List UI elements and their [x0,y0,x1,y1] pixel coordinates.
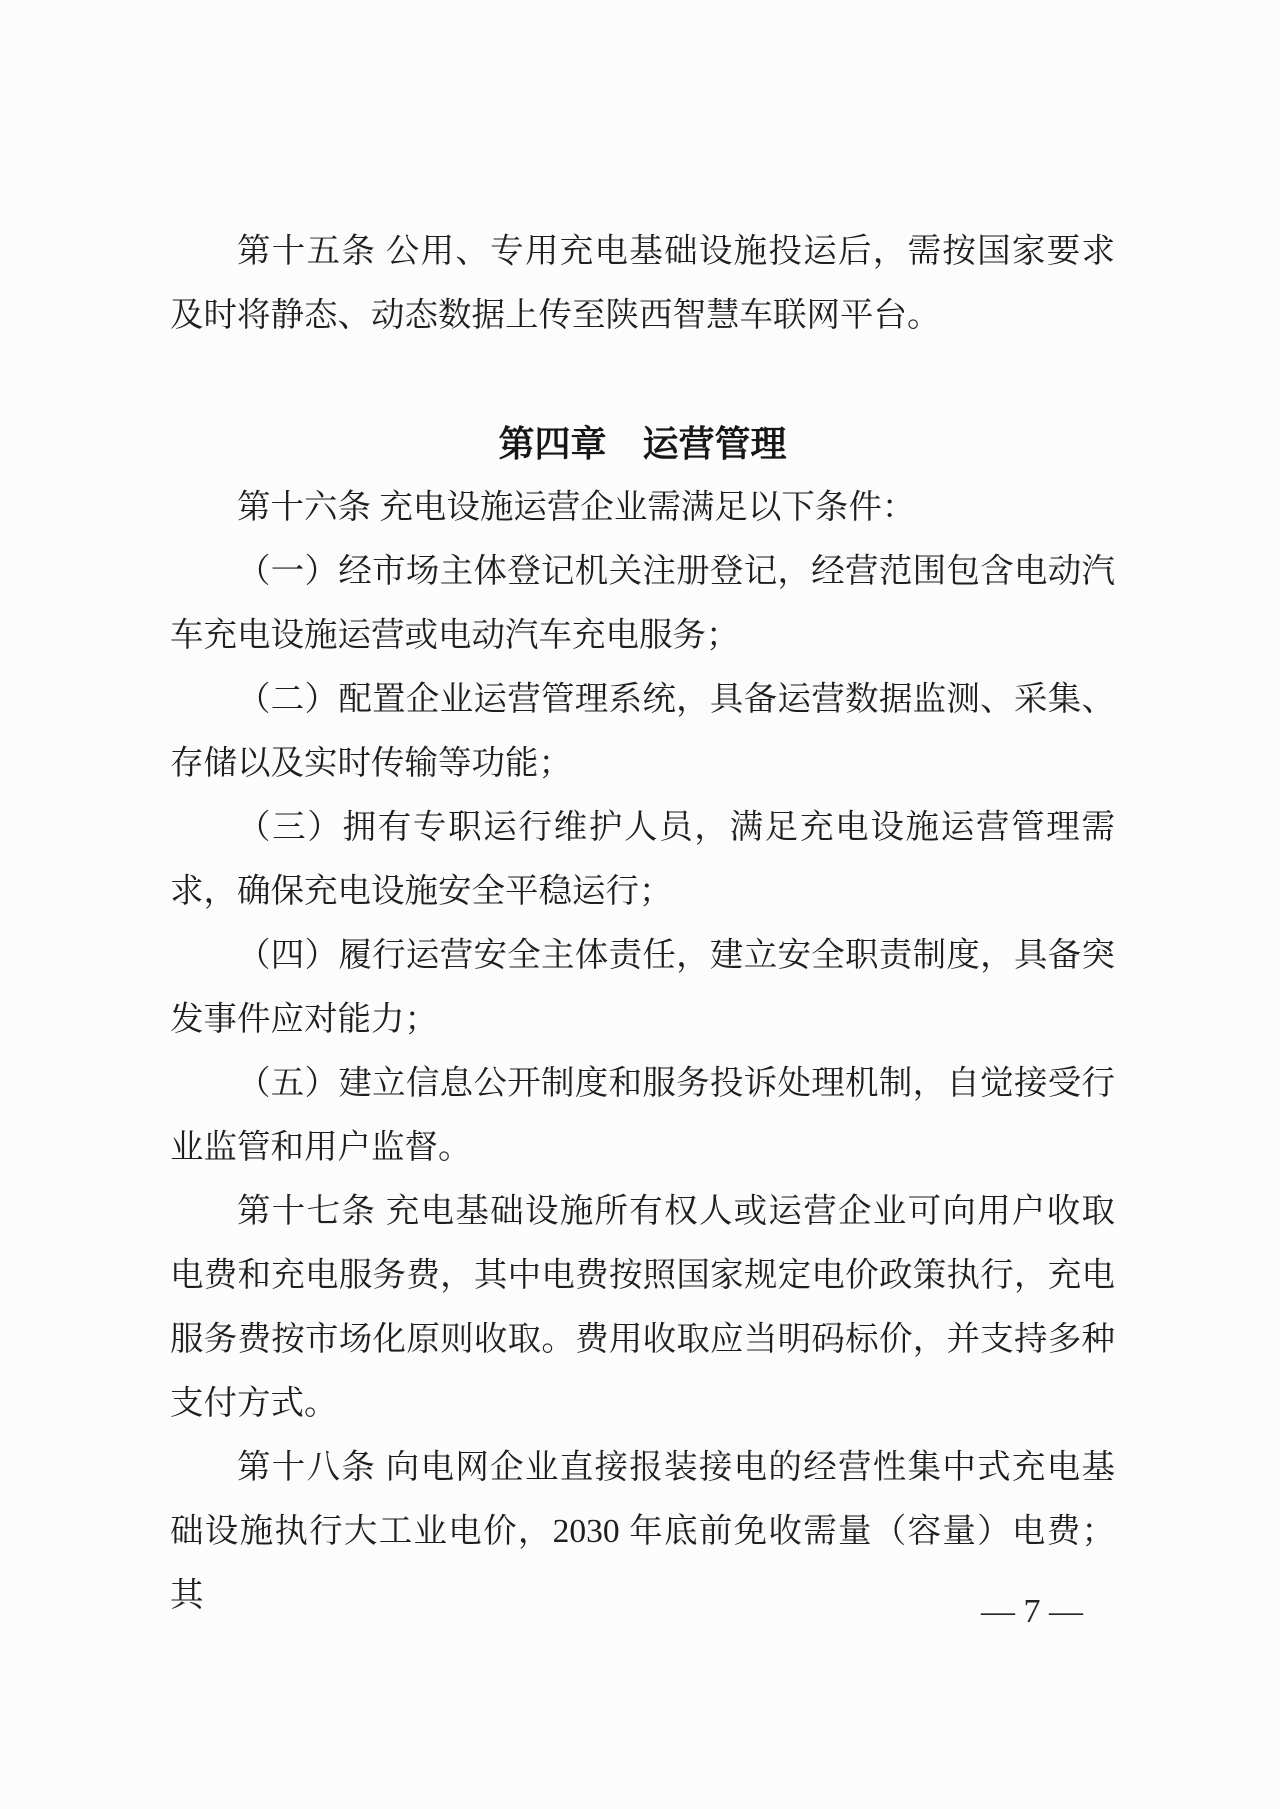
paragraph-article-17: 第十七条 充电基础设施所有权人或运营企业可向用户收取电费和充电服务费，其中电费按照国家规定电价政策执行，充电服务费按市场化原则收取。费用收取应当明码标价，并支持多种支付方式。 [170,1193,1115,1422]
paragraph-article-15: 第十五条 公用、专用充电基础设施投运后，需按国家要求及时将静态、动态数据上传至陕西智慧车联网平台。 [170,233,1115,334]
paragraph-article-18: 第十八条 向电网企业直接报装接电的经营性集中式充电基础设施执行大工业电价，2030 年底前免收需量（容量）电费；其 [170,1449,1115,1614]
paragraph-item-2: （二）配置企业运营管理系统，具备运营数据监测、采集、存储以及实时传输等功能； [170,681,1115,782]
paragraph-item-3: （三）拥有专职运行维护人员，满足充电设施运营管理需求，确保充电设施安全平稳运行； [170,809,1115,910]
paragraph-item-5: （五）建立信息公开制度和服务投诉处理机制，自觉接受行业监管和用户监督。 [170,1065,1115,1166]
paragraph-item-1: （一）经市场主体登记机关注册登记，经营范围包含电动汽车充电设施运营或电动汽车充电服务； [170,553,1115,654]
chapter-heading: 第四章 运营管理 [498,423,787,464]
paragraph-article-16-intro: 第十六条 充电设施运营企业需满足以下条件： [237,489,916,526]
page-number: — 7 — [981,1593,1083,1630]
document-body [170,220,1115,1628]
paragraph-item-4: （四）履行运营安全主体责任，建立安全职责制度，具备突发事件应对能力； [170,937,1115,1038]
